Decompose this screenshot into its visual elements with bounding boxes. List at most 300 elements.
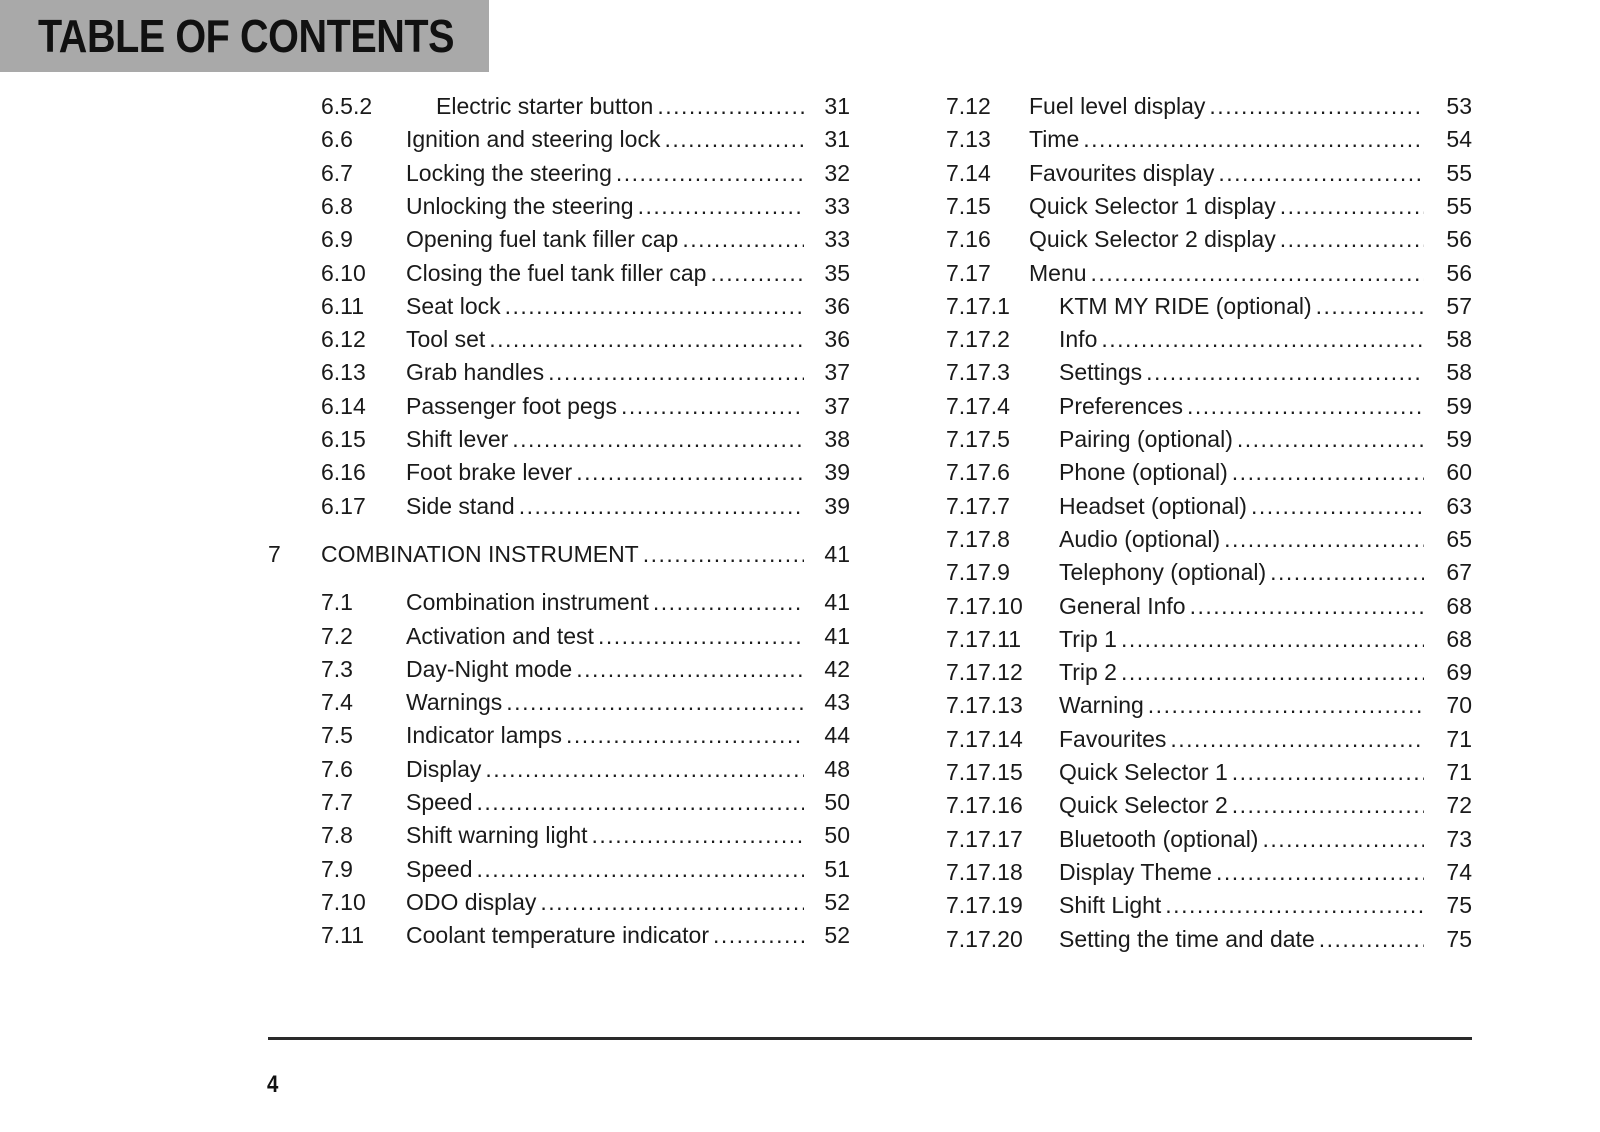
toc-title[interactable]: Shift Light [1059, 892, 1162, 919]
toc-title[interactable]: Shift warning light [406, 822, 588, 849]
toc-section-number: 7.14 [946, 159, 991, 186]
toc-page-number[interactable]: 60 [1446, 459, 1472, 486]
toc-page-number[interactable]: 68 [1446, 592, 1472, 619]
toc-title[interactable]: Foot brake lever [406, 459, 573, 486]
toc-entry[interactable] [946, 123, 1472, 156]
toc-page-number[interactable]: 67 [1446, 559, 1472, 586]
toc-section-number: 7.17.8 [946, 525, 1010, 552]
toc-title[interactable]: Combination instrument [406, 589, 649, 616]
toc-section-number: 7.17.6 [946, 459, 1010, 486]
toc-entry[interactable] [946, 889, 1472, 922]
toc-entry[interactable] [321, 753, 850, 786]
toc-section-number: 7.17.11 [946, 625, 1022, 652]
toc-page-number[interactable]: 52 [824, 888, 850, 915]
toc-page-number[interactable]: 74 [1446, 858, 1472, 885]
dot-leader [505, 290, 804, 323]
toc-section-number: 7.17.20 [946, 925, 1023, 952]
toc-page-number[interactable]: 50 [824, 822, 850, 849]
dot-leader [576, 653, 804, 686]
toc-section-number: 7.13 [946, 126, 991, 153]
toc-section-number: 7.17.5 [946, 426, 1010, 452]
toc-page-number[interactable]: 57 [1446, 292, 1472, 319]
toc-title[interactable]: Menu [1029, 259, 1087, 286]
toc-section-number: 6.10 [321, 259, 366, 286]
toc-entry-title-with-leader [1059, 689, 1428, 722]
dot-leader [576, 456, 804, 489]
toc-entry[interactable] [946, 689, 1472, 722]
toc-entry-title-with-leader [1059, 823, 1428, 856]
toc-section-number: 7.17.17 [946, 825, 1023, 852]
toc-section-number: 6.7 [321, 159, 353, 186]
toc-section-number: 6.13 [321, 359, 366, 386]
toc-section-number: 6.9 [321, 226, 353, 253]
toc-title[interactable]: ODO display [406, 888, 537, 915]
toc-entry[interactable] [946, 623, 1472, 656]
header-band [0, 0, 489, 72]
toc-title[interactable]: Speed [406, 855, 473, 882]
toc-section-number: 6.5.2 [321, 93, 373, 119]
toc-entry[interactable] [321, 686, 850, 719]
toc-entry-title-with-leader [406, 423, 808, 456]
toc-section-number: 7.15 [946, 192, 991, 219]
toc-entry-title-with-leader [406, 123, 808, 156]
toc-entry-title-with-leader [1059, 456, 1428, 489]
toc-entry-title-with-leader [1059, 723, 1428, 756]
toc-entry[interactable] [321, 586, 850, 619]
toc-title[interactable]: Speed [406, 789, 473, 815]
toc-entry-title-with-leader [1059, 789, 1428, 822]
toc-section-number: 6.8 [321, 192, 353, 219]
toc-entry[interactable] [321, 490, 850, 523]
toc-entry[interactable] [946, 756, 1472, 789]
toc-entry[interactable] [321, 390, 850, 423]
toc-title[interactable]: Electric starter button [436, 93, 654, 119]
toc-entry-title-with-leader [436, 90, 808, 123]
toc-entry-title-with-leader [406, 223, 808, 256]
toc-title[interactable]: Indicator lamps [406, 722, 562, 749]
toc-title[interactable]: Favourites [1059, 725, 1167, 752]
toc-entry[interactable] [321, 356, 850, 389]
toc-title[interactable]: Audio (optional) [1059, 525, 1221, 552]
dot-leader [519, 490, 804, 523]
toc-title[interactable]: Activation and test [406, 622, 594, 649]
toc-section-number: 6.11 [321, 292, 365, 319]
toc-page-number[interactable]: 52 [824, 922, 850, 949]
toc-section-number: 7.5 [321, 722, 353, 749]
toc-entry-title-with-leader [1059, 490, 1428, 523]
footer-divider [268, 1037, 1472, 1040]
toc-entry[interactable] [946, 190, 1472, 223]
toc-page-number[interactable]: 36 [824, 326, 850, 353]
toc-title[interactable]: KTM MY RIDE (optional) [1059, 292, 1312, 319]
toc-section-number: 7.3 [321, 655, 353, 682]
toc-title[interactable]: Closing the fuel tank filler cap [406, 259, 707, 286]
toc-entry-title-with-leader [406, 719, 808, 752]
toc-title[interactable]: Setting the time and date [1059, 925, 1315, 952]
toc-page-number[interactable]: 41 [824, 622, 850, 649]
toc-page-number[interactable]: 41 [824, 540, 850, 567]
toc-entry[interactable] [321, 223, 850, 256]
toc-entry-title-with-leader [1059, 323, 1428, 356]
dot-leader [1232, 756, 1424, 789]
toc-title[interactable]: Preferences [1059, 392, 1184, 419]
dot-leader [1270, 556, 1424, 589]
toc-section-number: 6.12 [321, 326, 366, 353]
toc-page-number[interactable]: 59 [1446, 426, 1472, 452]
toc-entry[interactable] [946, 223, 1472, 256]
toc-page-number[interactable]: 73 [1446, 825, 1472, 852]
toc-title[interactable]: Fuel level display [1029, 93, 1206, 119]
toc-section-number: 7.17.9 [946, 559, 1010, 586]
toc-page-number[interactable]: 43 [824, 689, 850, 716]
toc-entry[interactable] [321, 323, 850, 356]
toc-section-number: 7.11 [321, 922, 365, 949]
toc-entry-title-with-leader [406, 190, 808, 223]
toc-entry[interactable] [946, 323, 1472, 356]
toc-entry[interactable] [946, 923, 1472, 956]
dot-leader [566, 719, 804, 752]
toc-entry[interactable] [946, 290, 1472, 323]
toc-entry[interactable] [946, 157, 1472, 190]
toc-section-number: 7.17.16 [946, 792, 1023, 819]
page-title: TABLE OF CONTENTS [38, 10, 455, 62]
toc-entry-title-with-leader [1029, 123, 1428, 156]
toc-title[interactable]: Settings [1059, 359, 1143, 386]
toc-page-number[interactable]: 39 [824, 492, 850, 519]
dot-leader [713, 919, 804, 952]
toc-section-number: 7 [268, 540, 281, 567]
toc-title[interactable]: Display [406, 755, 482, 782]
toc-entry-title-with-leader [1059, 556, 1428, 589]
toc-title[interactable]: Coolant temperature indicator [406, 922, 709, 949]
dot-leader [1170, 723, 1424, 756]
dot-leader [477, 853, 804, 886]
toc-entry[interactable] [321, 456, 850, 489]
toc-entry[interactable] [946, 390, 1472, 423]
dot-leader [1209, 90, 1424, 123]
toc-title[interactable]: Telephony (optional) [1059, 559, 1267, 586]
toc-page-number[interactable]: 58 [1446, 326, 1472, 353]
toc-section-number: 6.17 [321, 492, 366, 519]
toc-page-number[interactable]: 56 [1446, 226, 1472, 253]
toc-title[interactable]: Quick Selector 1 [1059, 759, 1228, 785]
toc-title[interactable]: COMBINATION INSTRUMENT [321, 540, 639, 567]
toc-title[interactable]: Pairing (optional) [1059, 426, 1233, 452]
toc-title[interactable]: Quick Selector 2 [1059, 792, 1228, 819]
dot-leader [477, 786, 804, 819]
toc-entry-title-with-leader [1029, 190, 1428, 223]
toc-page-number[interactable]: 53 [1446, 93, 1472, 119]
toc-page-number[interactable]: 70 [1446, 692, 1472, 719]
toc-entry-title-with-leader [406, 620, 808, 653]
toc-page-number[interactable]: 36 [824, 292, 850, 319]
toc-section-number: 7.8 [321, 822, 353, 849]
dot-leader [485, 753, 804, 786]
toc-page-number[interactable]: 55 [1446, 192, 1472, 219]
dot-leader [1187, 390, 1424, 423]
toc-entry[interactable] [321, 653, 850, 686]
toc-entry[interactable] [321, 886, 850, 919]
toc-entry-title-with-leader [406, 886, 808, 919]
toc-title[interactable]: Trip 1 [1059, 625, 1117, 652]
toc-section-number: 7.6 [321, 755, 353, 782]
toc-section-number: 7.9 [321, 855, 353, 882]
toc-entry[interactable] [946, 823, 1472, 856]
toc-entry-title-with-leader [1029, 90, 1428, 123]
toc-entry-title-with-leader [1059, 356, 1428, 389]
toc-entry-title-with-leader [1059, 390, 1428, 423]
toc-title[interactable]: Trip 2 [1059, 659, 1117, 686]
toc-entry[interactable] [946, 490, 1472, 523]
dot-leader [657, 90, 804, 123]
toc-page-number[interactable]: 39 [824, 459, 850, 486]
toc-section-number: 7.16 [946, 226, 991, 253]
toc-section-number: 7.12 [946, 93, 991, 119]
toc-entry-title-with-leader [1059, 656, 1428, 689]
toc-entry-title-with-leader [1059, 756, 1428, 789]
dot-leader [1237, 423, 1424, 456]
toc-title[interactable]: Time [1029, 126, 1080, 153]
toc-entry-title-with-leader [1059, 856, 1428, 889]
toc-page-number[interactable]: 59 [1446, 392, 1472, 419]
dot-leader [1232, 456, 1424, 489]
toc-entry[interactable] [946, 356, 1472, 389]
toc-page-number[interactable]: 33 [824, 192, 850, 219]
toc-entry-title-with-leader [1029, 157, 1428, 190]
toc-entry-title-with-leader [406, 653, 808, 686]
toc-entry[interactable] [946, 423, 1472, 456]
toc-page-number[interactable]: 55 [1446, 159, 1472, 186]
toc-title[interactable]: Day-Night mode [406, 655, 573, 682]
toc-title[interactable]: Headset (optional) [1059, 492, 1247, 519]
toc-entry-title-with-leader [406, 157, 808, 190]
toc-section-number: 6.16 [321, 459, 366, 486]
dot-leader [1165, 889, 1424, 922]
toc-entry-title-with-leader [1029, 223, 1428, 256]
toc-page-number[interactable]: 32 [824, 159, 850, 186]
toc-page-number[interactable]: 38 [824, 426, 850, 452]
toc-page-number[interactable]: 58 [1446, 359, 1472, 386]
toc-page-number[interactable]: 71 [1446, 759, 1472, 785]
toc-section-number: 7.7 [321, 789, 353, 815]
dot-leader [710, 257, 804, 290]
toc-page-number[interactable]: 37 [824, 392, 850, 419]
toc-page-number[interactable]: 54 [1446, 126, 1472, 153]
toc-entry-title-with-leader [406, 586, 808, 619]
toc-entry-title-with-leader [406, 786, 808, 819]
toc-page-number[interactable]: 63 [1446, 492, 1472, 519]
toc-title[interactable]: Quick Selector 2 display [1029, 226, 1276, 253]
dot-leader [1091, 257, 1424, 290]
toc-page-number[interactable]: 37 [824, 359, 850, 386]
toc-entry[interactable] [321, 190, 850, 223]
toc-page-number[interactable]: 69 [1446, 659, 1472, 686]
toc-entry[interactable] [321, 257, 850, 290]
toc-entry-title-with-leader [406, 490, 808, 523]
toc-entry-title-with-leader [406, 390, 808, 423]
dot-leader [1280, 223, 1424, 256]
dot-leader [682, 223, 804, 256]
toc-entry[interactable] [321, 423, 850, 456]
toc-section-number: 7.17.14 [946, 725, 1023, 752]
toc-entry[interactable] [946, 856, 1472, 889]
toc-section-number: 7.17.3 [946, 359, 1010, 386]
toc-title[interactable]: Unlocking the steering [406, 192, 634, 219]
dot-leader [548, 356, 804, 389]
dot-leader [1146, 356, 1424, 389]
toc-entry-title-with-leader [1059, 889, 1428, 922]
toc-title[interactable]: Info [1059, 326, 1098, 353]
dot-leader [1319, 923, 1424, 956]
dot-leader [1280, 190, 1424, 223]
toc-entry-title-with-leader [406, 819, 808, 852]
toc-title[interactable]: Warning [1059, 692, 1144, 719]
toc-section-number: 7.17.18 [946, 858, 1023, 885]
toc-entry-title-with-leader [1059, 523, 1428, 556]
dot-leader [1148, 689, 1424, 722]
toc-title[interactable]: Locking the steering [406, 159, 612, 186]
toc-title[interactable]: Shift lever [406, 426, 509, 452]
toc-title[interactable]: Quick Selector 1 display [1029, 192, 1276, 219]
toc-page-number[interactable]: 41 [824, 589, 850, 616]
toc-section-number: 7.17.7 [946, 492, 1010, 519]
toc-entry[interactable] [946, 456, 1472, 489]
dot-leader [1101, 323, 1424, 356]
toc-entry-title-with-leader [1059, 590, 1428, 623]
dot-leader [1218, 157, 1424, 190]
dot-leader [1121, 623, 1424, 656]
toc-entry-title-with-leader [1059, 423, 1428, 456]
toc-entry[interactable] [321, 719, 850, 752]
toc-page-number[interactable]: 72 [1446, 792, 1472, 819]
toc-title[interactable]: Ignition and steering lock [406, 126, 661, 153]
toc-entry[interactable] [321, 290, 850, 323]
dot-leader [1121, 656, 1424, 689]
toc-title[interactable]: Side stand [406, 492, 515, 519]
toc-page-number[interactable]: 44 [824, 722, 850, 749]
toc-section-number: 7.10 [321, 888, 366, 915]
dot-leader [621, 390, 804, 423]
toc-entry[interactable] [321, 919, 850, 952]
dot-leader [653, 586, 804, 619]
dot-leader [540, 886, 804, 919]
dot-leader [598, 620, 804, 653]
toc-entry[interactable] [321, 853, 850, 886]
toc-entry[interactable] [321, 786, 850, 819]
toc-entry-title-with-leader [406, 686, 808, 719]
toc-page-number[interactable]: 33 [824, 226, 850, 253]
dot-leader [1262, 823, 1424, 856]
toc-entry[interactable] [321, 819, 850, 852]
toc-entry-title-with-leader [406, 919, 808, 952]
toc-title[interactable]: Opening fuel tank filler cap [406, 226, 679, 253]
toc-page-number[interactable]: 75 [1446, 925, 1472, 952]
toc-section-number: 6.14 [321, 392, 366, 419]
toc-title[interactable]: Seat lock [406, 292, 501, 319]
dot-leader [643, 538, 804, 571]
dot-leader [638, 190, 804, 223]
toc-entry-title-with-leader [406, 853, 808, 886]
toc-entry-title-with-leader [1059, 290, 1428, 323]
toc-title[interactable]: Bluetooth (optional) [1059, 825, 1259, 852]
toc-title[interactable]: Phone (optional) [1059, 459, 1228, 486]
toc-title[interactable]: Warnings [406, 689, 503, 716]
dot-leader [512, 423, 804, 456]
toc-entry[interactable] [321, 157, 850, 190]
toc-page-number[interactable]: 56 [1446, 259, 1472, 286]
toc-entry[interactable] [321, 90, 850, 123]
toc-page-number[interactable]: 75 [1446, 892, 1472, 919]
toc-section-number: 7.1 [321, 589, 353, 616]
dot-leader [1316, 290, 1424, 323]
toc-page-number[interactable]: 65 [1446, 525, 1472, 552]
toc-entry[interactable] [946, 789, 1472, 822]
toc-title[interactable]: Favourites display [1029, 159, 1215, 186]
toc-page-number[interactable]: 68 [1446, 625, 1472, 652]
toc-section-number: 7.17.15 [946, 759, 1023, 785]
dot-leader [1216, 856, 1424, 889]
toc-page-number[interactable]: 50 [824, 789, 850, 815]
toc-page-number[interactable]: 42 [824, 655, 850, 682]
dot-leader [1224, 523, 1424, 556]
toc-entry[interactable] [268, 538, 850, 571]
toc-entry[interactable] [946, 257, 1472, 290]
toc-section-number: 6.6 [321, 126, 353, 153]
toc-entry[interactable] [946, 656, 1472, 689]
dot-leader [1190, 590, 1424, 623]
dot-leader [1251, 490, 1424, 523]
toc-section-number: 7.17.12 [946, 659, 1023, 686]
toc-section-number: 7.2 [321, 622, 353, 649]
toc-title[interactable]: Display Theme [1059, 858, 1212, 885]
toc-entry[interactable] [946, 556, 1472, 589]
toc-page-number[interactable]: 31 [824, 93, 850, 119]
page-number: 4 [267, 1071, 279, 1098]
toc-entry[interactable] [946, 590, 1472, 623]
toc-entry-title-with-leader [406, 290, 808, 323]
toc-section-number: 7.17.4 [946, 392, 1010, 419]
toc-title[interactable]: Passenger foot pegs [406, 392, 617, 419]
toc-entry[interactable] [946, 723, 1472, 756]
toc-entry-title-with-leader [406, 753, 808, 786]
toc-section-number: 7.17.13 [946, 692, 1023, 719]
toc-entry[interactable] [946, 523, 1472, 556]
toc-entry[interactable] [321, 620, 850, 653]
toc-title[interactable]: Tool set [406, 326, 486, 353]
toc-section-number: 6.15 [321, 426, 366, 452]
toc-entry[interactable] [946, 90, 1472, 123]
dot-leader [1232, 789, 1424, 822]
toc-section-number: 7.17 [946, 259, 991, 286]
toc-section-number: 7.17.19 [946, 892, 1023, 919]
toc-title[interactable]: General Info [1059, 592, 1186, 619]
toc-entry-title-with-leader [406, 356, 808, 389]
toc-entry[interactable] [321, 123, 850, 156]
toc-entry-title-with-leader [321, 538, 808, 571]
toc-title[interactable]: Grab handles [406, 359, 545, 386]
toc-page-number[interactable]: 71 [1446, 725, 1472, 752]
dot-leader [664, 123, 804, 156]
toc-page-number[interactable]: 31 [824, 126, 850, 153]
dot-leader [616, 157, 804, 190]
dot-leader [489, 323, 804, 356]
toc-page-number[interactable]: 51 [824, 855, 850, 882]
toc-entry-title-with-leader [1059, 623, 1428, 656]
toc-page-number[interactable]: 35 [824, 259, 850, 286]
toc-page-number[interactable]: 48 [824, 755, 850, 782]
toc-entry-title-with-leader [406, 456, 808, 489]
dot-leader [1083, 123, 1424, 156]
